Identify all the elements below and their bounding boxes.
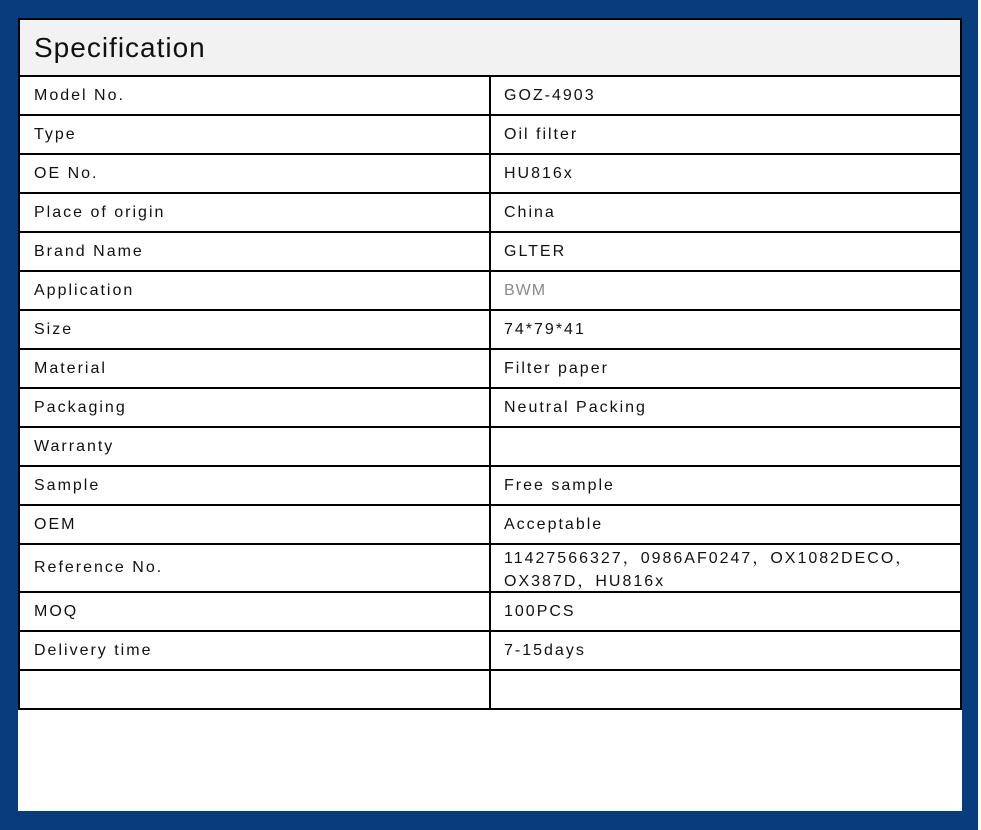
table-row (19, 271, 961, 310)
row-label: Reference No. (19, 544, 490, 592)
table-row (19, 505, 961, 544)
row-label (19, 670, 490, 709)
row-value: BWM (490, 271, 961, 310)
row-label: Sample (19, 466, 490, 505)
specification-panel (18, 18, 962, 811)
row-value: HU816x (490, 154, 961, 193)
title-row (19, 19, 961, 76)
table-row (19, 670, 961, 709)
row-value (490, 670, 961, 709)
row-label: OEM (19, 505, 490, 544)
table-row (19, 544, 961, 592)
table-row (19, 631, 961, 670)
row-label: MOQ (19, 592, 490, 631)
row-label: Brand Name (19, 232, 490, 271)
row-value: Acceptable (490, 505, 961, 544)
specification-table (18, 18, 962, 710)
row-value: 74*79*41 (490, 310, 961, 349)
table-title: Specification (19, 19, 961, 76)
row-label: Application (19, 271, 490, 310)
row-label: Model No. (19, 76, 490, 115)
row-value: GOZ-4903 (490, 76, 961, 115)
row-value: 7-15days (490, 631, 961, 670)
row-value (490, 427, 961, 466)
row-label: OE No. (19, 154, 490, 193)
table-row (19, 349, 961, 388)
row-label: Warranty (19, 427, 490, 466)
table-row (19, 232, 961, 271)
table-row (19, 388, 961, 427)
table-row (19, 154, 961, 193)
table-row (19, 193, 961, 232)
table-row (19, 592, 961, 631)
row-label: Size (19, 310, 490, 349)
table-row (19, 427, 961, 466)
row-value: 100PCS (490, 592, 961, 631)
row-label: Delivery time (19, 631, 490, 670)
table-row (19, 310, 961, 349)
row-value: 11427566327，0986AF0247，OX1082DECO，OX387D，HU816x (490, 544, 961, 592)
row-label: Material (19, 349, 490, 388)
row-value: Free sample (490, 466, 961, 505)
table-row (19, 466, 961, 505)
row-value: Oil filter (490, 115, 961, 154)
table-row (19, 76, 961, 115)
table-row (19, 115, 961, 154)
row-label: Place of origin (19, 193, 490, 232)
row-label: Packaging (19, 388, 490, 427)
row-value: Neutral Packing (490, 388, 961, 427)
row-value: Filter paper (490, 349, 961, 388)
row-value: GLTER (490, 232, 961, 271)
row-value: China (490, 193, 961, 232)
row-label: Type (19, 115, 490, 154)
